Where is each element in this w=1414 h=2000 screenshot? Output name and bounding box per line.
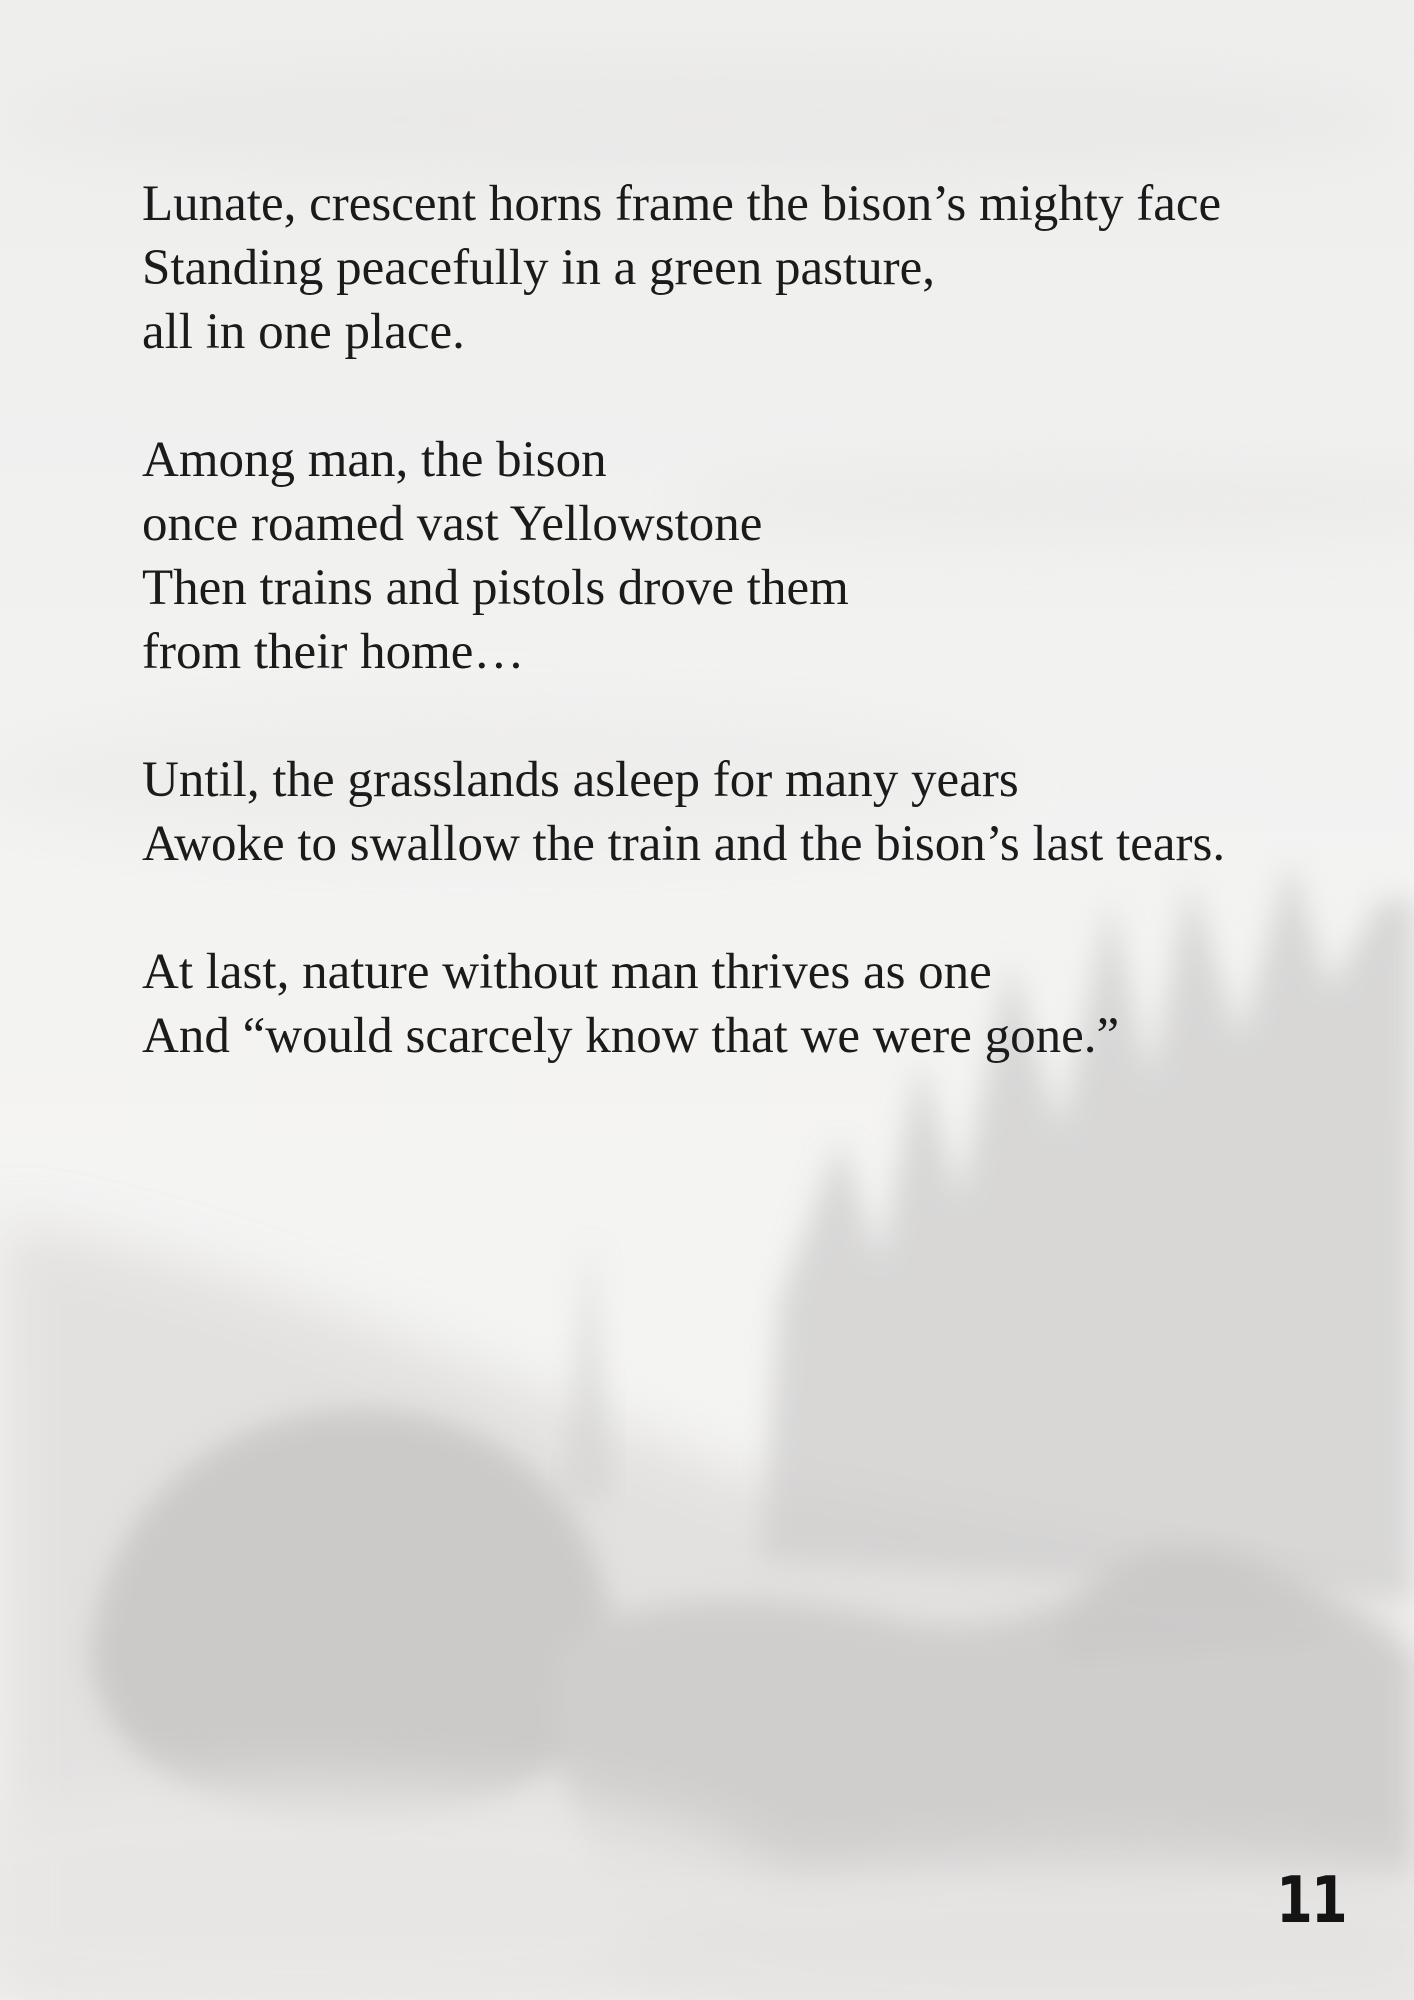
poem-line: Awoke to swallow the train and the bison’s last tears. (142, 816, 1226, 872)
poem-line: Then trains and pistols drove them (142, 560, 849, 616)
page-number: 11 (1276, 1864, 1346, 1938)
poem-stanza-3 (142, 748, 1342, 876)
poem-stanza-2 (142, 428, 1342, 684)
poem-line: And “would scarcely know that we were gone.” (142, 1008, 1120, 1064)
poem-stanza-4 (142, 940, 1342, 1068)
poem-line: from their home… (142, 624, 525, 680)
poem-line: once roamed vast Yellowstone (142, 496, 763, 552)
poem-line: Lunate, crescent horns frame the bison’s mighty face (142, 176, 1222, 232)
poem-line: At last, nature without man thrives as one (142, 944, 992, 1000)
poem-line: Until, the grasslands asleep for many years (142, 752, 1019, 808)
poem-stanza-1 (142, 172, 1342, 364)
poem-line: all in one place. (142, 304, 465, 360)
poem-line: Among man, the bison (142, 432, 607, 488)
poem-line: Standing peacefully in a green pasture, (142, 240, 936, 296)
poem-body (142, 172, 1342, 1068)
